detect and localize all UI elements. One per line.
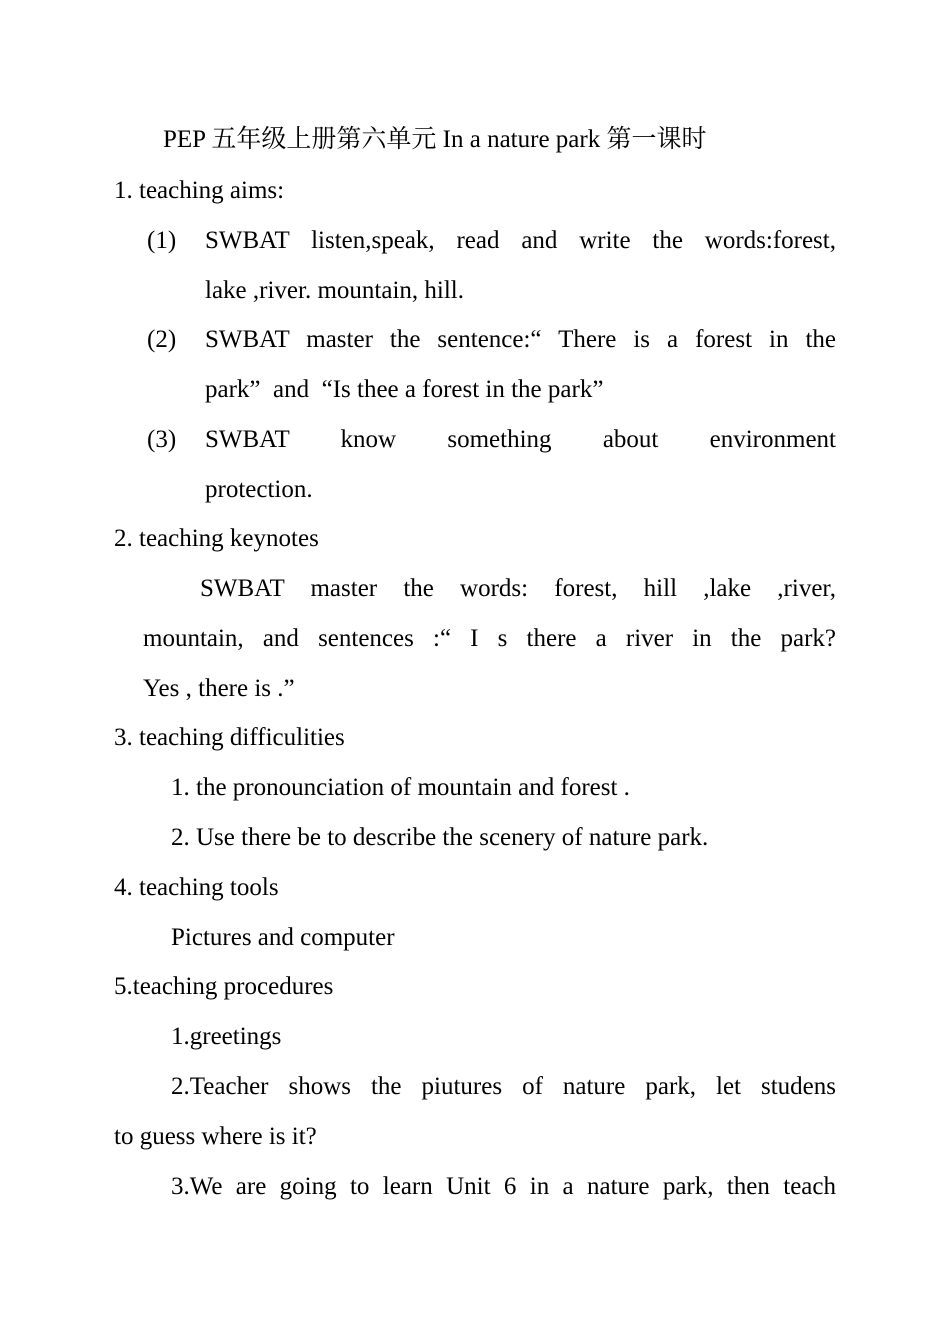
section-heading-teaching-procedures: 5.teaching procedures (114, 973, 334, 1000)
keynotes-line-2: mountain, and sentences :“ I s there a river in the park? (143, 625, 836, 652)
section-heading-teaching-tools: 4. teaching tools (114, 874, 279, 901)
aim-2-line-2: park” and “Is thee a forest in the park” (205, 376, 604, 403)
procedure-step-3-line-1: 3.We are going to learn Unit 6 in a nature park, then teach (171, 1173, 836, 1200)
aim-3-line-2: protection. (205, 476, 313, 503)
document-title: PEP 五年级上册第六单元 In a nature park 第一课时 (163, 126, 707, 153)
keynotes-line-1: SWBAT master the words: forest, hill ,lake ,river, (200, 575, 836, 602)
aim-1-line-1: SWBAT listen,speak, read and write the words:forest, (205, 227, 836, 254)
difficulty-item-2: 2. Use there be to describe the scenery of nature park. (171, 824, 709, 851)
section-heading-teaching-keynotes: 2. teaching keynotes (114, 525, 319, 552)
aim-3-line-1: SWBAT know something about environment (205, 426, 836, 453)
aim-2-line-1: SWBAT master the sentence:“ There is a forest in the (205, 326, 836, 353)
difficulty-item-1: 1. the pronounciation of mountain and forest . (171, 774, 630, 801)
aim-1-line-2: lake ,river. mountain, hill. (205, 277, 464, 304)
procedure-step-2-line-1: 2.Teacher shows the piutures of nature park, let studens (171, 1073, 836, 1100)
procedure-step-2-line-2: to guess where is it? (114, 1123, 317, 1150)
aim-number-2: (2) (147, 326, 177, 353)
procedure-step-1: 1.greetings (171, 1023, 282, 1050)
section-heading-teaching-aims: 1. teaching aims: (114, 177, 285, 204)
keynotes-line-3: Yes , there is .” (143, 675, 295, 702)
aim-number-1: (1) (147, 227, 177, 254)
section-heading-teaching-difficulties: 3. teaching difficulities (114, 724, 345, 751)
tools-text: Pictures and computer (171, 924, 395, 951)
aim-number-3: (3) (147, 426, 177, 453)
